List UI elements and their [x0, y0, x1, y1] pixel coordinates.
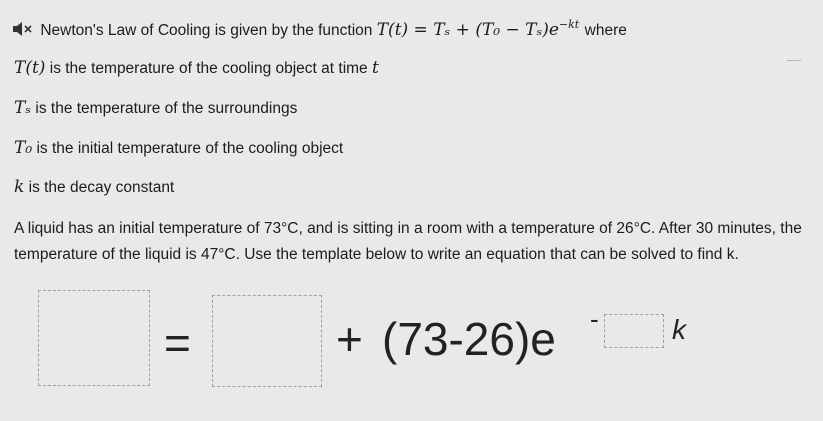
definition-tt: T(t) is the temperature of the cooling object at time t — [14, 58, 379, 78]
answer-box-ts[interactable] — [212, 295, 322, 387]
plus-sign: + — [336, 313, 363, 365]
definition-ts: Tₛ is the temperature of the surroundings — [14, 98, 298, 118]
answer-box-exponent[interactable] — [604, 314, 664, 348]
speaker-icon[interactable] — [12, 21, 32, 37]
exponent-k: k — [672, 314, 686, 345]
exponent-minus: - — [590, 304, 599, 334]
problem-line-1: A liquid has an initial temperature of 73°C, and is sitting in a room with a temperature of 26°C. After 30 minutes, the — [14, 220, 802, 237]
equation-expression: (73-26)e — [382, 313, 556, 365]
definition-k: k is the decay constant — [14, 177, 175, 197]
equals-sign: = — [164, 317, 191, 369]
answer-box-lhs[interactable] — [38, 290, 150, 386]
definition-t0: T₀ is the initial temperature of the cooling object — [14, 138, 344, 158]
divider-mark — [787, 60, 801, 61]
intro-prefix: Newton's Law of Cooling is given by the function — [40, 22, 373, 39]
intro-line — [12, 18, 627, 40]
intro-suffix: where — [584, 22, 627, 39]
problem-text — [14, 216, 814, 268]
problem-line-2: temperature of the liquid is 47°C. Use the template below to write an equation that can be solved to find k. — [14, 246, 739, 263]
intro-formula: $T(t) = T_s + (T_0 - T_s)e^{-kt}$ — [376, 18, 580, 40]
